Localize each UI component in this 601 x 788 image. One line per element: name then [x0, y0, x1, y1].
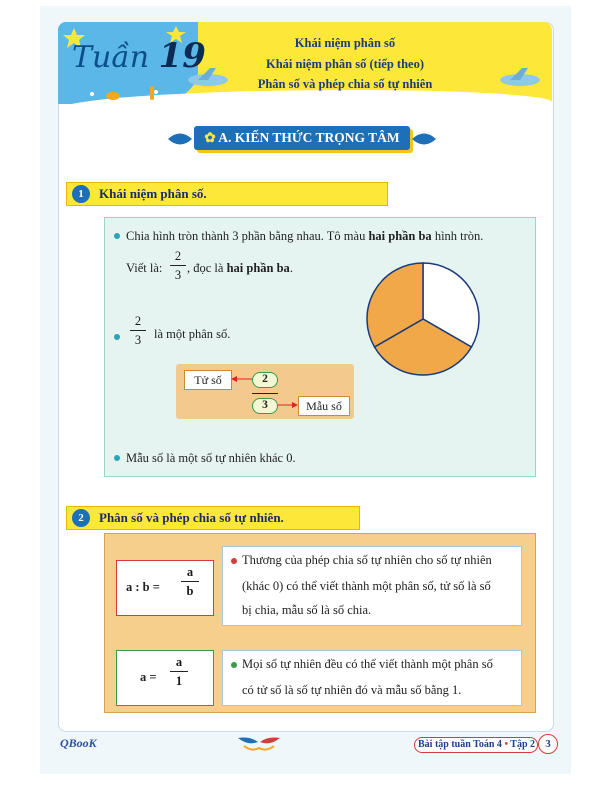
week-label	[72, 36, 206, 76]
cactus-icon	[150, 86, 154, 100]
bullet1-part-a: Chia hình tròn thành 3 phần bằng nhau. Tô màu	[126, 229, 369, 243]
fraction-bar	[181, 581, 199, 582]
dot-icon	[90, 92, 94, 96]
fraction-two-thirds	[130, 313, 146, 348]
fraction-denominator: 1	[175, 674, 183, 688]
leaf-ornament-icon	[166, 128, 194, 150]
dot-icon	[128, 98, 132, 102]
week-word: Tuần	[72, 40, 150, 75]
bullet3-text: Mẫu số là một số tự nhiên khác 0.	[126, 451, 296, 465]
text1-line2: (khác 0) có thể viết thành một phân số, tử số là số	[242, 579, 491, 593]
fraction-denominator: 3	[134, 333, 142, 347]
pie-diagram	[364, 260, 482, 378]
fraction-bar	[170, 671, 188, 672]
read-part-c: .	[289, 261, 293, 275]
volume-label: Tập 2	[510, 739, 536, 750]
bullet-icon	[114, 455, 120, 461]
bullet1-bold: hai phần ba	[368, 229, 432, 243]
fraction-numerator: a	[186, 565, 194, 579]
fraction-bar	[170, 265, 186, 266]
arrows	[176, 364, 354, 419]
section2-title: Phân số và phép chia số tự nhiên.	[99, 510, 284, 525]
publisher-logo: QBooK	[60, 736, 97, 750]
read-bold: hai phần ba	[226, 261, 290, 275]
arrow-right-icon	[292, 402, 298, 408]
week-number: 19	[158, 36, 206, 76]
text2-line1: Mọi số tự nhiên đều có thể viết thành một phân số	[242, 657, 493, 671]
leaf-ornament-icon	[410, 128, 438, 150]
main-heading-text: A. KIẾN THỨC TRỌNG TÂM	[218, 130, 400, 145]
numerator-oval: 2	[252, 372, 278, 388]
series-name: Bài tập tuần Toán 4	[418, 739, 502, 750]
bullet-icon	[231, 558, 237, 564]
bullet-icon	[114, 233, 120, 239]
main-heading	[166, 126, 438, 152]
page-number: 3	[538, 734, 558, 754]
main-heading-box	[194, 126, 410, 150]
wings-logo-icon	[236, 732, 282, 754]
formula2-fraction	[170, 654, 188, 689]
bullet1-part-c: hình tròn.	[431, 229, 484, 243]
formula1-lhs: a : b =	[126, 580, 160, 594]
fraction-numerator: 2	[134, 314, 142, 328]
section1-title: Khái niệm phân số.	[99, 186, 207, 201]
lesson-title-2: Khái niệm phân số (tiếp theo)	[265, 57, 424, 71]
lesson-title-3: Phân số và phép chia số tự nhiên	[257, 77, 433, 91]
section1-header	[66, 182, 388, 206]
text2-line2: có tử số là số tự nhiên đó và mẫu số bằng 1.	[242, 683, 462, 697]
read-part-a: , đọc là	[187, 261, 227, 275]
section2-header	[66, 506, 360, 530]
section2-number: 2	[72, 509, 90, 527]
lesson-title-1: Khái niệm phân số	[294, 36, 396, 50]
formula2-lhs: a =	[140, 670, 157, 684]
fraction-denominator: 3	[174, 268, 182, 282]
fraction-denominator: b	[186, 584, 194, 598]
bullet-icon	[231, 662, 237, 668]
fraction-two-thirds	[170, 248, 186, 283]
fraction-numerator: a	[175, 655, 183, 669]
read-text	[187, 260, 293, 276]
bullet1-text	[126, 228, 483, 244]
dot-icon	[154, 90, 158, 94]
formula2-box	[116, 650, 214, 706]
airplane-icon	[500, 68, 540, 86]
arrow-left-icon	[231, 376, 237, 382]
write-label: Viết là:	[126, 261, 163, 275]
fraction-numerator: 2	[174, 249, 182, 263]
fish-icon	[106, 92, 120, 100]
numerator-label-box: Tử số	[184, 370, 232, 390]
flower-icon: ✿	[204, 130, 216, 145]
bullet-icon	[114, 334, 120, 340]
bullet2-text: là một phân số.	[154, 327, 231, 341]
formula1-fraction	[181, 564, 199, 599]
fraction-bar	[130, 330, 146, 331]
text1-line3: bị chia, mẫu số là số chia.	[242, 603, 372, 617]
separator-dot: •	[504, 739, 508, 750]
text1-line1: Thương của phép chia số tự nhiên cho số tự nhiên	[242, 553, 492, 567]
footer-series	[418, 739, 535, 750]
section1-number: 1	[72, 185, 90, 203]
denominator-label-box: Mẫu số	[298, 396, 350, 416]
denominator-oval: 3	[252, 398, 278, 414]
